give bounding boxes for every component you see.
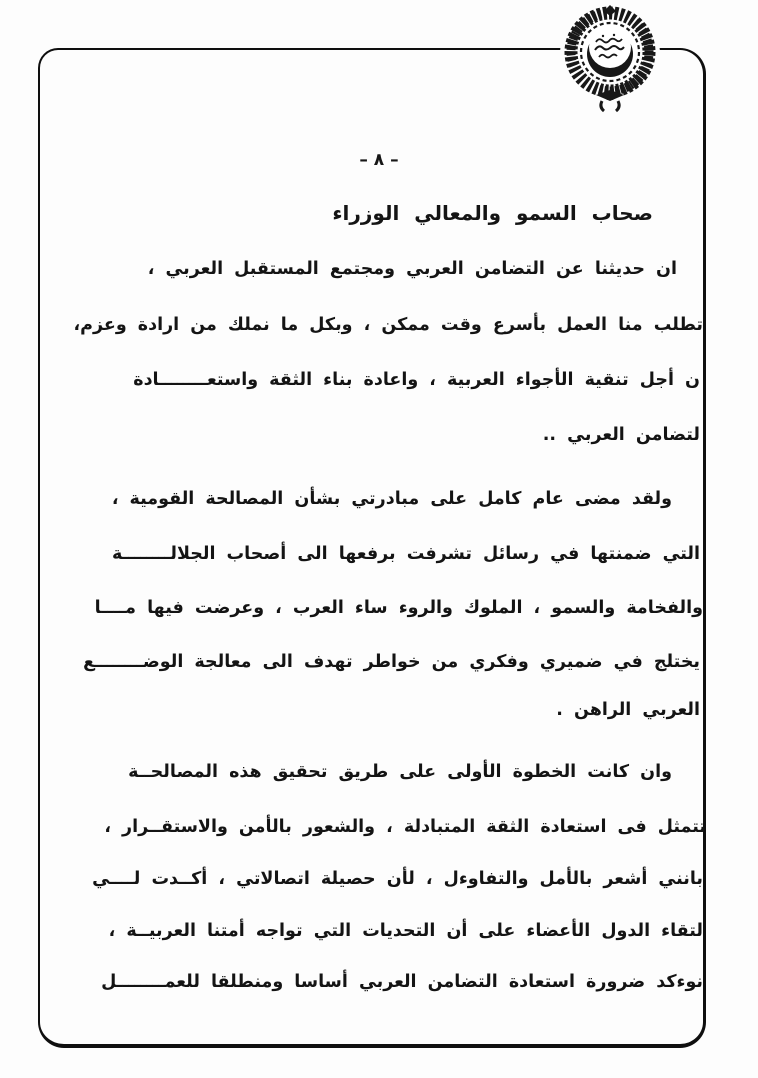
text-line: يختلج في ضميري وفكري من خواطر تهدف الى معالجة الوضــــــــع: [83, 652, 700, 672]
text-line: بانني أشعر بالأمل والتفاوءل ، لأن حصيلة اتصالاتي ، أكــدت لــــي: [92, 869, 703, 889]
text-line: التي ضمنتها في رسائل تشرفت برفعها الى أصحاب الجلالــــــــة: [111, 544, 700, 564]
text-line: ان حديثنا عن التضامن العربي ومجتمع المستقبل العربي ،: [147, 259, 677, 279]
text-line: والفخامة والسمو ، الملوك والروء ساء العرب ، وعرضت فيها مــــا: [94, 598, 703, 618]
text-line: لتضامن العربي ..: [542, 425, 700, 445]
text-line: تطلب منا العمل بأسرع وقت ممكن ، وبكل ما نملك من ارادة وعزم،: [73, 315, 703, 335]
text-line: ن أجل تنقية الأجواء العربية ، واعادة بناء الثقة واستعــــــــادة: [133, 370, 700, 390]
text-line: نوءكد ضرورة استعادة التضامن العربي أساسا ومنطلقا للعمــــــــل: [101, 972, 703, 992]
text-line: العربي الراهن .: [556, 700, 700, 720]
text-line: وان كانت الخطوة الأولى على طريق تحقيق هذه المصالحــة: [128, 762, 672, 782]
text-line: لتقاء الدول الأعضاء على أن التحديات التي تواجه أمتنا العربيــة ،: [108, 921, 703, 941]
text-line: ولقد مضى عام كامل على مبادرتي بشأن المصالحة القومية ،: [111, 489, 672, 509]
salutation-heading: صحاب السمو والمعالي الوزراء: [332, 201, 653, 225]
text-line: تتمثل فى استعادة الثقة المتبادلة ، والشعور بالأمن والاستقــرار ،: [104, 817, 706, 837]
page-number: – ٨ –: [359, 150, 399, 170]
